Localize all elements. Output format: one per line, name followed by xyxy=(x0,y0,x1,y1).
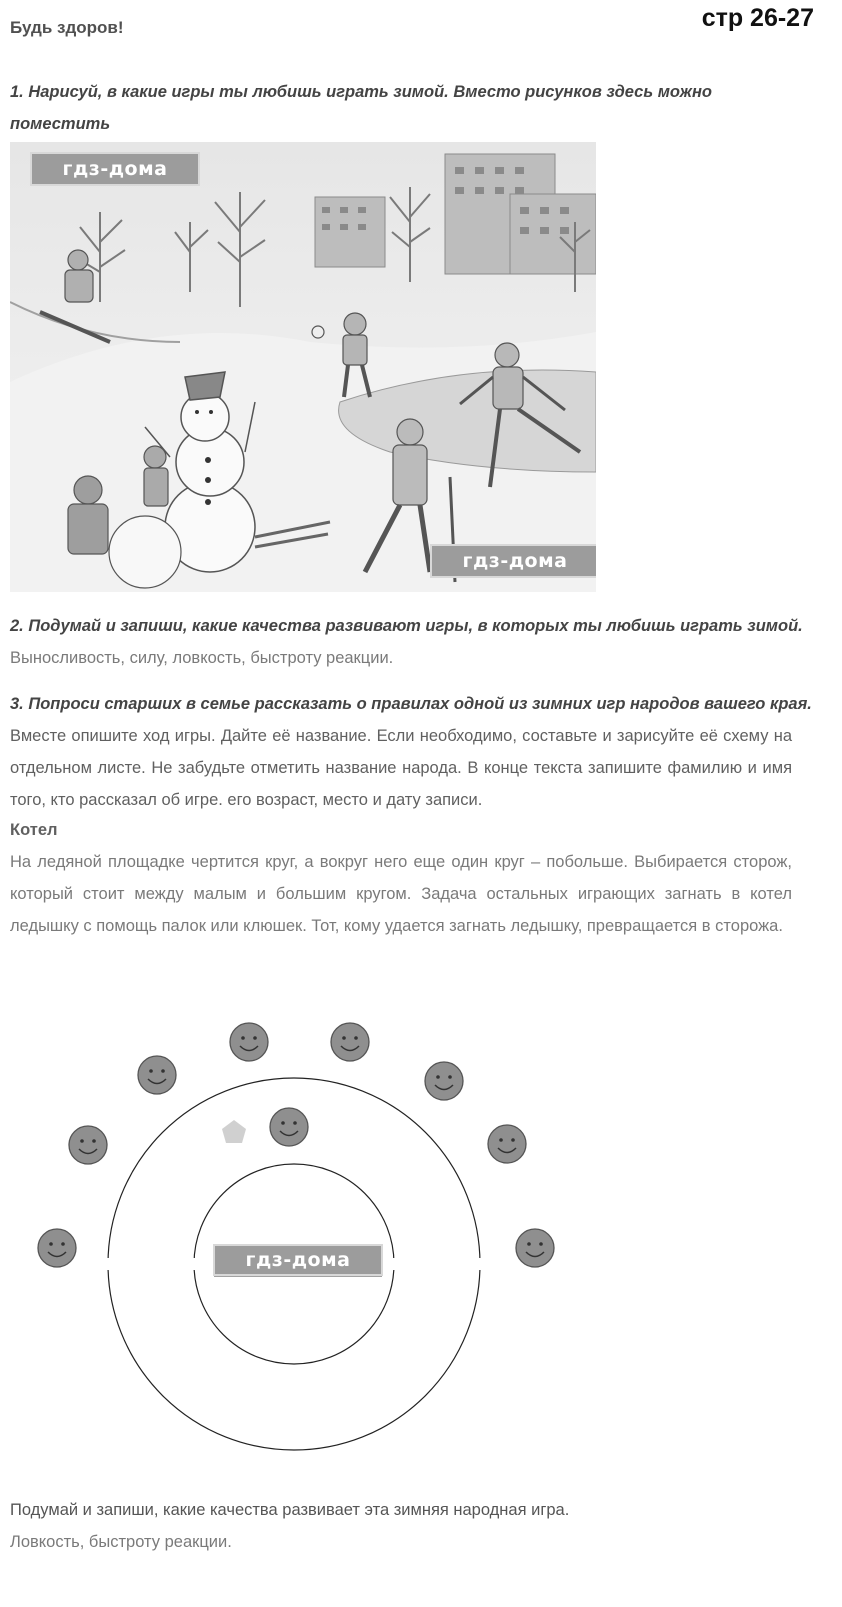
inner-gap-left xyxy=(190,1258,198,1270)
task-3-question: 3. Попроси старших в семье рассказать о правилах одной из зимних игр народов вашего края. xyxy=(10,695,812,713)
player-smiley-icon xyxy=(69,1126,107,1164)
final-answer: Ловкость, быстроту реакции. xyxy=(10,1533,232,1551)
player-smiley-icon xyxy=(230,1023,268,1061)
page-title: Будь здоров! xyxy=(10,18,124,37)
game-diagram xyxy=(0,1010,600,1470)
guard-smiley-icon xyxy=(270,1108,308,1146)
outer-gap-left xyxy=(104,1258,112,1270)
task-2-answer: Выносливость, силу, ловкость, быстроту реакции. xyxy=(10,649,394,667)
player-smiley-icon xyxy=(425,1062,463,1100)
watermark-bottom: гдз-дома xyxy=(430,544,596,578)
ice-puck xyxy=(222,1120,246,1143)
game-name: Котел xyxy=(10,821,58,839)
player-smiley-icon xyxy=(331,1023,369,1061)
player-smiley-icon xyxy=(38,1229,76,1267)
outer-gap-right xyxy=(476,1258,484,1270)
watermark-diagram: гдз-дома xyxy=(213,1244,383,1276)
inner-gap-right xyxy=(390,1258,398,1270)
task-2-question: 2. Подумай и запиши, какие качества развивают игры, в которых ты любишь играть зимой. xyxy=(10,617,803,635)
task-1-line-1: 1. Нарисуй, в какие игры ты любишь играть зимой. Вместо рисунков здесь можно поместить xyxy=(10,83,712,133)
final-question: Подумай и запиши, какие качества развивает эта зимняя народная игра. xyxy=(10,1501,570,1519)
game-description: На ледяной площадке чертится круг, а вокруг него еще один круг – побольше. Выбирается сторож, который стоит между малым и большим кругом. Задача остальных играющих загнать в котел ледышку с помощь палок или клюшек. Тот, кому удается загнать ледышку, превращается в сторожа. xyxy=(10,853,792,935)
player-smiley-icon xyxy=(138,1056,176,1094)
player-smiley-icon xyxy=(488,1125,526,1163)
task-3-instructions: Вместе опишите ход игры. Дайте её название. Если необходимо, составьте и зарисуйте её схему на отдельном листе. Не забудьте отметить название народа. В конце текста запишите фамилию и имя того, кто рассказал об игре. его возраст, место и дату записи. xyxy=(10,727,792,809)
player-smiley-icon xyxy=(516,1229,554,1267)
winter-games-drawing xyxy=(10,142,596,592)
game-diagram-svg xyxy=(0,1010,600,1470)
winter-games-sketch xyxy=(10,142,596,592)
watermark-top: гдз-дома xyxy=(30,152,200,186)
page-number: стр 26-27 xyxy=(701,4,814,32)
